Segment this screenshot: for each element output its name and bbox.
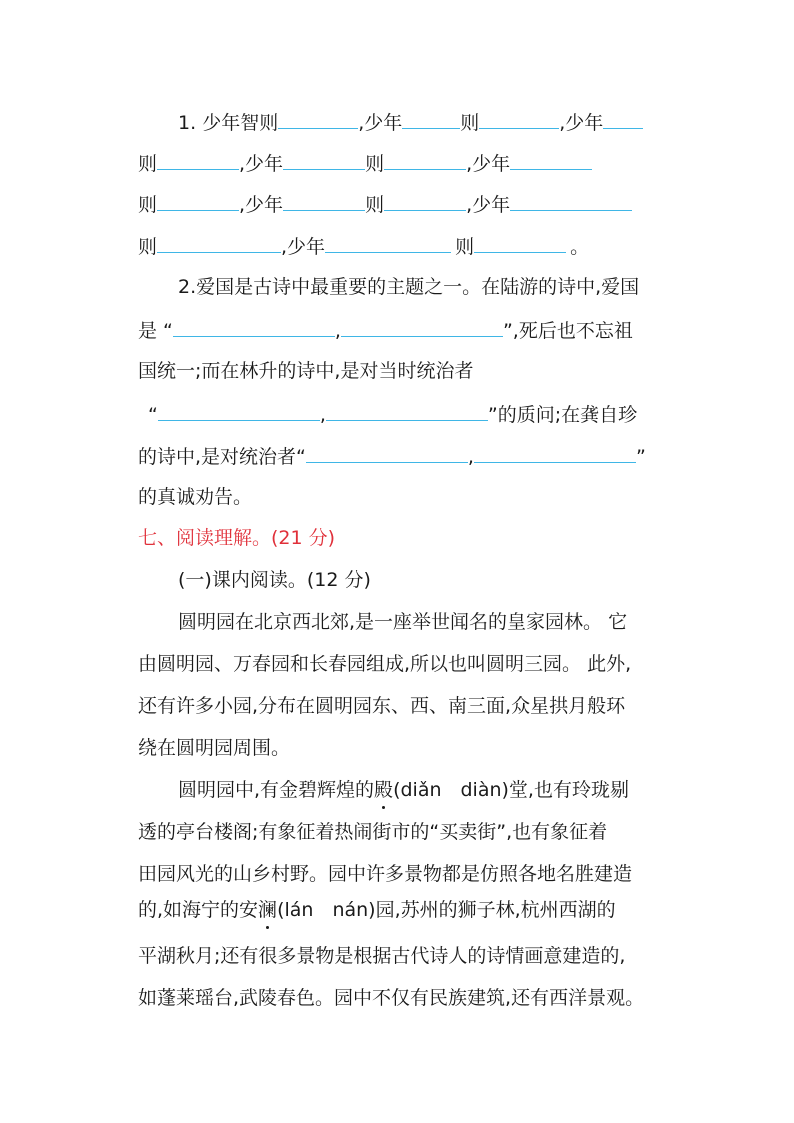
passage-line: 由圆明园、万春园和长春园组成,所以也叫圆明三园。 此外, — [138, 653, 632, 675]
fill-blank[interactable] — [283, 149, 365, 170]
passage-line: 绕在圆明园周围。 — [138, 737, 291, 759]
fill-blank[interactable] — [384, 149, 466, 170]
section-title: 七、阅读理解。(21 分) — [138, 527, 336, 549]
q1-line-3 — [138, 190, 632, 218]
q2-line-6: 的真诚劝告。 — [138, 486, 253, 508]
fill-blank[interactable] — [278, 108, 358, 129]
fill-blank[interactable] — [510, 190, 632, 211]
q2-line-1: 2.爱国是古诗中最重要的主题之一。在陆游的诗中,爱国 — [178, 276, 640, 298]
q1-line-4 — [138, 232, 589, 260]
q2-line-3: 国统一;而在林升的诗中,是对当时统治者 — [138, 360, 474, 382]
q2-text: 的诗中,是对统治者“ — [138, 446, 306, 468]
q1-number: 1. — [178, 112, 197, 134]
q2-text: , — [467, 446, 474, 468]
passage-line: 还有许多小园,分布在圆明园东、西、南三面,众星拱月般环 — [138, 695, 626, 717]
q2-text: 是 “ — [138, 320, 173, 342]
passage-line: 圆明园在北京西北郊,是一座举世闻名的皇家园林。 它 — [178, 611, 628, 633]
q1-text: ,少年 — [559, 112, 604, 134]
q1-text: 则 — [365, 194, 385, 216]
q1-text: 则 — [138, 236, 158, 258]
q1-text: 则 — [455, 236, 475, 258]
q2-line-2 — [138, 316, 633, 344]
passage-line — [138, 897, 616, 923]
q1-line-2 — [138, 149, 592, 177]
q2-text: , — [319, 404, 326, 426]
fill-blank[interactable] — [157, 232, 281, 253]
q2-text: ” — [635, 446, 646, 468]
q2-text: , — [334, 320, 341, 342]
fill-blank[interactable] — [474, 232, 566, 253]
passage-text: 圆明园中,有金碧辉煌的 — [178, 779, 375, 801]
fill-blank[interactable] — [158, 400, 320, 421]
q1-text: 则 — [365, 153, 385, 175]
q1-text: ,少年 — [466, 194, 511, 216]
passage-line: 田园风光的山乡村野。园中许多景物都是仿照各地名胜建造 — [138, 863, 633, 885]
q2-text: ”,死后也不忘祖 — [502, 320, 633, 342]
passage-line: 平湖秋月;还有很多景物是根据古代诗人的诗情画意建造的, — [138, 945, 626, 967]
q2-line-4 — [148, 400, 637, 428]
q1-text: 则 — [138, 153, 158, 175]
fill-blank[interactable] — [341, 316, 503, 337]
pinyin-choice: (lán nán)园,苏州的狮子林,杭州西湖的 — [277, 899, 616, 921]
q2-line-5 — [138, 442, 646, 470]
q1-text: 则 — [138, 194, 158, 216]
passage-line — [178, 777, 629, 803]
q1-text: ,少年 — [466, 153, 511, 175]
fill-blank[interactable] — [173, 316, 335, 337]
fill-blank[interactable] — [384, 190, 466, 211]
pinyin-choice: (diǎn diàn)堂,也有玲珑剔 — [393, 779, 629, 801]
q1-text: 。 — [570, 236, 590, 258]
dotted-character: 澜 — [258, 899, 278, 921]
fill-blank[interactable] — [402, 108, 460, 129]
q1-text: ,少年 — [239, 153, 284, 175]
q1-line-1 — [178, 108, 643, 136]
fill-blank[interactable] — [325, 232, 451, 253]
q1-text: 少年智则 — [202, 112, 279, 134]
q1-text: 则 — [460, 112, 480, 134]
fill-blank[interactable] — [326, 400, 488, 421]
q2-text: ”的质问;在龚自珍 — [487, 404, 638, 426]
fill-blank[interactable] — [474, 442, 636, 463]
fill-blank[interactable] — [479, 108, 559, 129]
fill-blank[interactable] — [283, 190, 365, 211]
q2-text: “ — [148, 404, 158, 426]
section-subtitle: (一)课内阅读。(12 分) — [178, 569, 371, 591]
q1-text: ,少年 — [239, 194, 284, 216]
q1-text: ,少年 — [358, 112, 403, 134]
fill-blank[interactable] — [306, 442, 468, 463]
fill-blank[interactable] — [157, 149, 239, 170]
fill-blank[interactable] — [603, 108, 643, 129]
passage-line: 透的亭台楼阁;有象征着热闹街市的“买卖街”,也有象征着 — [138, 821, 608, 843]
fill-blank[interactable] — [157, 190, 239, 211]
passage-text: 的,如海宁的安 — [138, 899, 259, 921]
dotted-character: 殿 — [374, 779, 394, 801]
fill-blank[interactable] — [510, 149, 592, 170]
passage-line: 如蓬莱瑶台,武陵春色。园中不仅有民族建筑,还有西洋景观。 — [138, 987, 645, 1009]
q1-text: ,少年 — [281, 236, 326, 258]
